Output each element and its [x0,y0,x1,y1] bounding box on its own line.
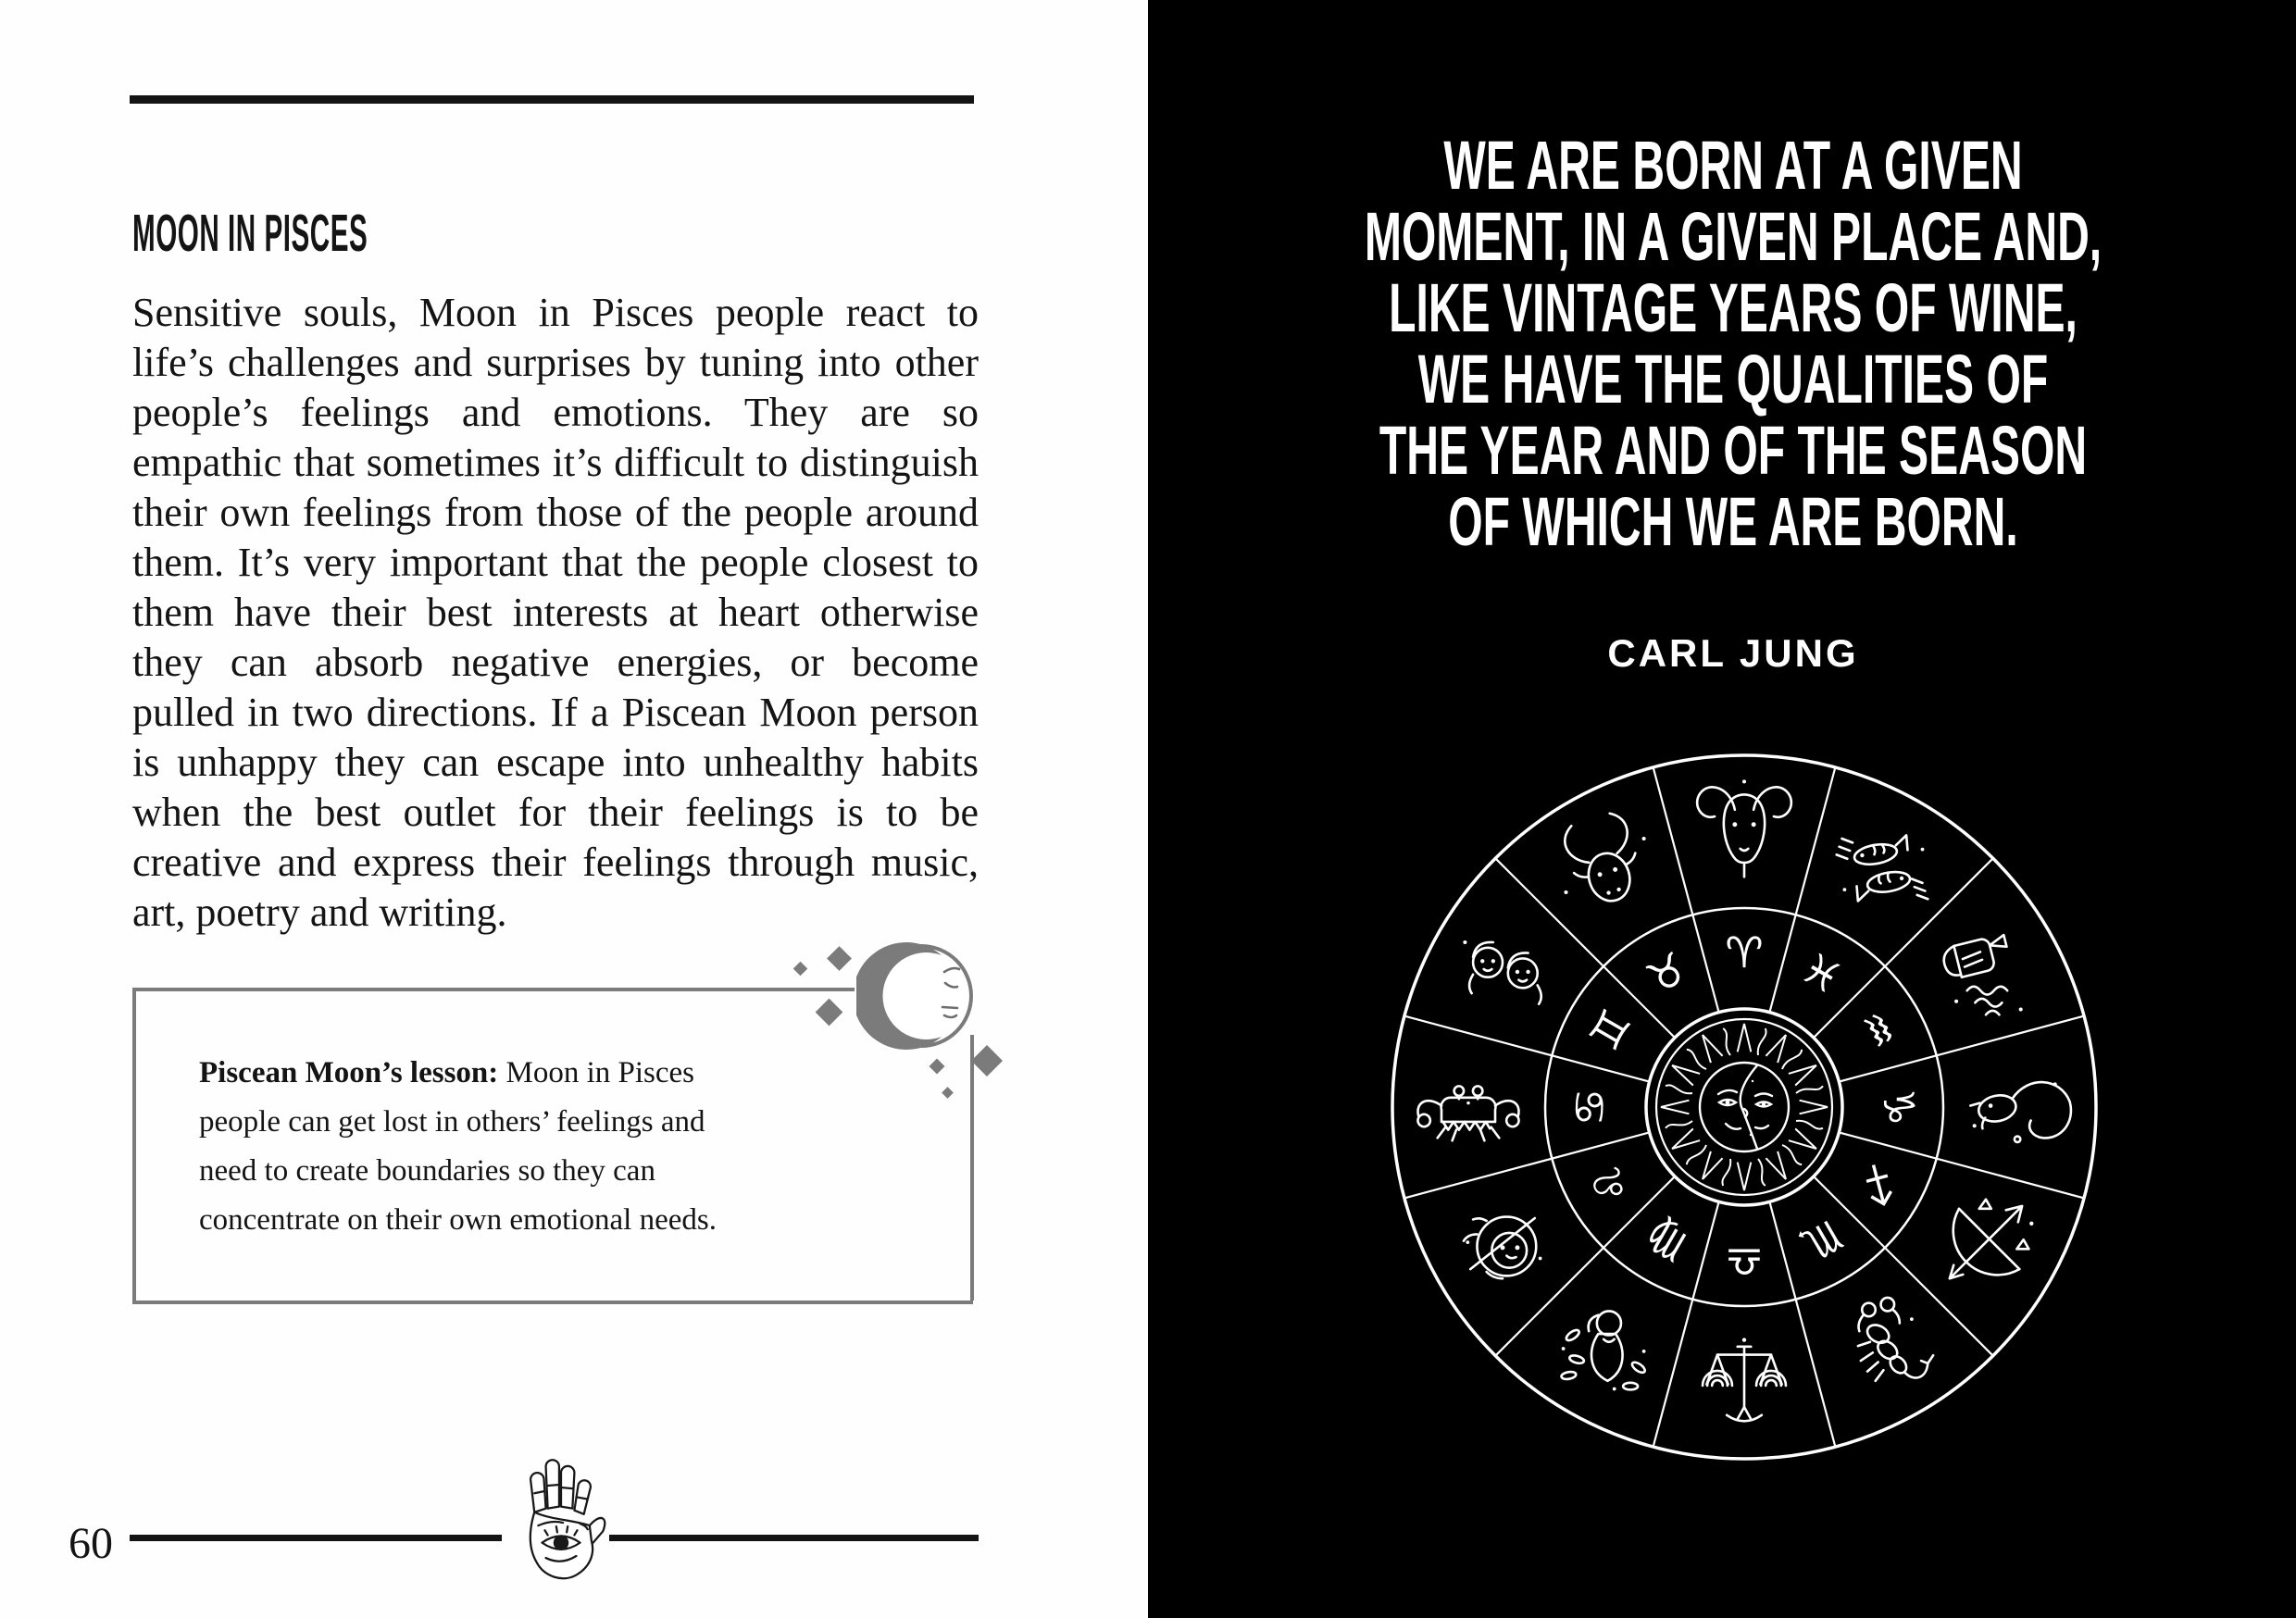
zodiac-glyph-taurus: ♉ [1638,941,1696,1005]
zodiac-glyph-libra: ♎ [1725,1237,1764,1287]
quote-line: OF WHICH WE ARE BORN. [1448,483,2018,560]
footer-rule-left [130,1535,502,1541]
lesson-line: need to create boundaries so they can [199,1154,655,1188]
zodiac-icon-sagittarius [1950,1200,2034,1279]
zodiac-icon-cancer [1417,1086,1518,1140]
lesson-text [199,1049,866,1245]
quote-attribution: CARL JUNG [1607,631,1859,675]
zodiac-glyph-gemini: ♊ [1578,1001,1642,1059]
lesson-label: Piscean Moon’s lesson: [199,1056,499,1089]
quote-line: THE YEAR AND OF THE SEASON [1379,412,2088,489]
zodiac-icon-libra [1703,1338,1786,1421]
moon-icon [856,929,986,1059]
zodiac-icon-taurus [1560,810,1647,910]
sparkle-diamond-icon [827,946,852,971]
section-heading: MOON IN PISCES [132,204,368,263]
zodiac-glyph-scorpio: ♏ [1792,1209,1851,1273]
sparkle-diamond-icon [930,1059,945,1075]
zodiac-glyph-capricorn: ♑ [1874,1088,1924,1126]
zodiac-glyph-virgo: ♍ [1638,1209,1696,1273]
body-paragraph: Sensitive souls, Moon in Pisces people react to life’s challenges and surprises by tuning into other people’s feelings and emotions. They are so empathic that sometimes it’s difficult to distinguish their own feelings from those of the people around them. It’s very important that the people closest to them have their best interests at heart otherwise they can absorb negative energies, or become pulled in two directions. If a Piscean Moon person is unhappy they can escape into unhealthy habits when the best outlet for their feelings is to be creative and express their feelings through music, art, poetry and writing. [132,290,979,935]
sparkle-diamond-icon [793,962,808,977]
lesson-line: Piscean Moon’s lesson: Moon in Pisces [199,1056,695,1089]
page-number: 60 [69,1519,113,1568]
palmistry-hand-icon [513,1451,609,1590]
quote-line: MOMENT, IN A GIVEN PLACE AND, [1364,198,2103,275]
zodiac-glyph-pisces: ♓ [1792,941,1851,1005]
lesson-box-border-bottom [132,1301,973,1304]
lesson-box-border-right [970,1035,974,1301]
zodiac-icon-scorpio [1858,1298,1933,1381]
lesson-line: people can get lost in others’ feelings and [199,1105,705,1139]
zodiac-glyph-aquarius: ♒ [1846,1001,1910,1059]
zodiac-icon-virgo [1561,1311,1647,1390]
lesson-line: concentrate on their own emotional needs. [199,1203,717,1237]
zodiac-glyph-aries: ♈ [1725,927,1764,977]
zodiac-icon-gemini [1463,940,1541,1004]
zodiac-icon-pisces [1837,835,1928,901]
quote [1159,127,2296,560]
sparkle-diamond-icon [942,1087,954,1099]
zodiac-glyph-leo: ♌ [1578,1155,1642,1214]
footer-rule-right [609,1535,979,1541]
quote-line: LIKE VINTAGE YEARS OF WINE, [1389,269,2078,346]
zodiac-icon-aries [1697,779,1791,877]
zodiac-icon-capricorn [1970,1082,2071,1142]
quote-line: WE ARE BORN AT A GIVEN [1443,127,2023,204]
quote-line: WE HAVE THE QUALITIES OF [1417,341,2049,417]
zodiac-glyph-sagittarius: ♐ [1846,1155,1910,1214]
zodiac-icon-leo [1464,1217,1542,1279]
zodiac-icon-aquarius [1940,934,2022,1015]
lesson-box-border-top [132,988,855,991]
sparkle-diamond-icon [816,999,843,1027]
zodiac-glyph-cancer: ♋ [1565,1088,1615,1126]
lesson-box-border-left [132,988,136,1303]
top-rule [130,95,974,104]
zodiac-wheel-icon [1388,751,2101,1463]
